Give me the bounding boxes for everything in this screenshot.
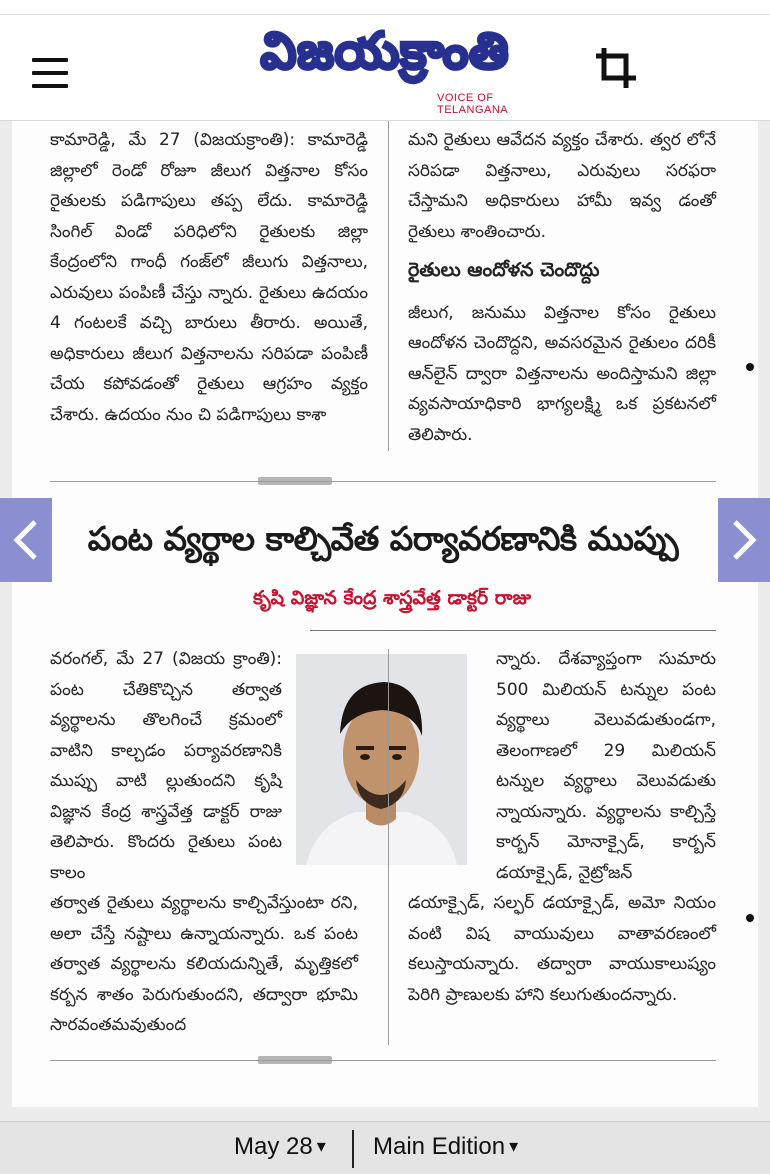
chevron-down-icon: ▾ bbox=[316, 1136, 326, 1156]
column-rule-2 bbox=[388, 649, 389, 1045]
crop-icon[interactable] bbox=[592, 44, 640, 92]
date-selector[interactable] bbox=[234, 1133, 326, 1161]
article1-column-right bbox=[408, 125, 716, 450]
article-separator bbox=[50, 481, 716, 482]
next-page-button[interactable] bbox=[718, 498, 770, 582]
article2-right-top-text: న్నారు. దేశవ్యాప్తంగా సుమారు 500 మిలియన్ టన్నుల పంట వ్యర్థాలు వెలువడుతుండగా, తెలంగాణలో 29 మిలియన్ టన్నుల వ్యర్థాలు వెలువడుతు న్నాయన్నారు. వ్యర్థాలను కాల్చిస్తే కార్బన్ మోనాక్సైడ్, కార్బన్ డయాక్సైడ్, నైట్రోజన్ bbox=[496, 649, 716, 883]
edition-bar bbox=[0, 1121, 770, 1174]
date-label: May 28 bbox=[234, 1133, 313, 1160]
doctor-raju-photo bbox=[296, 654, 467, 865]
article2-column-right-bottom bbox=[408, 888, 716, 1010]
article1-column-left bbox=[50, 125, 368, 430]
logo-text: విజయక్రాంతి bbox=[260, 22, 510, 80]
chevron-left-icon bbox=[11, 518, 41, 562]
newspaper-logo bbox=[205, 22, 565, 116]
article-separator-2 bbox=[50, 1060, 716, 1061]
edition-selector[interactable] bbox=[373, 1133, 518, 1161]
scroll-dot bbox=[746, 914, 754, 922]
app-header bbox=[0, 0, 770, 121]
epaper-page[interactable] bbox=[12, 121, 758, 1107]
logo-tagline: VOICE OF TELANGANA bbox=[437, 92, 509, 116]
chevron-down-icon: ▾ bbox=[509, 1136, 519, 1156]
article2-column-left-top bbox=[50, 644, 282, 888]
article1-left-text: కామారెడ్డి, మే 27 (విజయక్రాంతి): కామారెడ్డి జిల్లాలో రెండో రోజూ జీలుగ విత్తనాల కోసం రైతులకు పడిగాపులు తప్ప లేదు. కామారెడ్డి సింగిల్ విండో పరిధిలోని రైతులకు జిల్లా కేంద్రంలోని గాంధీ గంజ్‌లో జీలుగు విత్తనాలు, ఎరువులు పంపిణీ చేస్తు న్నారు. రైతులు ఉదయం 4 గంటలకే వచ్చి బారులు తీరారు. అయితే, అధికారులు జీలుగ విత్తనాలను సరిపడా పంపిణీ చేయ కపోవడంతో రైతులు ఆగ్రహం వ్యక్తం చేశారు. ఉదయం నుం చి పడిగాపులు కాశా bbox=[50, 130, 368, 425]
subheadline-rule bbox=[310, 630, 716, 631]
article2-left-top-text: వరంగల్, మే 27 (విజయ క్రాంతి): పంట చేతికొచ్చిన తర్వాత వ్యర్థాలను తొలగించే క్రమంలో వాటిని కాల్చడం పర్యావరణానికి ముప్పు వాటి ల్లుతుందని కృషి విజ్ఞాన కేంద్ర శాస్త్రవేత్త డాక్టర్ రాజు తెలిపారు. కొందరు రైతులు పంట కాలం bbox=[50, 649, 282, 883]
chevron-right-icon bbox=[729, 518, 759, 562]
article1-right-text-2: జీలుగ, జనుము విత్తనాల కోసం రైతులు ఆందోళన చెందొద్దని, అవసరమైన రైతులం దరికీ ఆన్‌లైన్ ద్వారా విత్తనాలను అందిస్తామని జిల్లా వ్యవసాయాధికారి భాగ్యలక్ష్మి ఒక ప్రకటనలో తెలిపారు. bbox=[408, 302, 716, 445]
previous-page-button[interactable] bbox=[0, 498, 52, 582]
article1-right-text-1: మని రైతులు ఆవేదన వ్యక్తం చేశారు. త్వర లోనే సరిపడా విత్తనాలు, ఎరువులు సరఫరా చేస్తామని అధికారులు హామీ ఇవ్వ డంతో రైతులు శాంతించారు. bbox=[408, 130, 716, 242]
article2-column-right-top bbox=[496, 644, 716, 888]
article2-headline: పంట వ్యర్థాల కాల్చివేత పర్యావరణానికి ముప్పు bbox=[87, 519, 679, 558]
article2-subheadline: కృషి విజ్ఞాన కేంద్ర శాస్త్రవేత్త డాక్టర్ రాజు bbox=[253, 587, 531, 609]
article2-right-bottom-text: డయాక్సైడ్, సల్ఫర్ డయాక్సైడ్, అమో నియం వంటి విష వాయువులు వాతావరణంలో కలుస్తాయన్నారు. తద్వారా వాయుకాలుష్యం పెరిగి ప్రాణులకు హాని కలుగుతుందన్నారు. bbox=[408, 893, 716, 1005]
column-rule bbox=[388, 121, 389, 451]
hamburger-menu-icon[interactable] bbox=[32, 58, 68, 88]
edition-label: Main Edition bbox=[373, 1133, 506, 1160]
article1-subheading: రైతులు ఆందోళన చెందొద్దు bbox=[408, 259, 600, 281]
bar-divider bbox=[352, 1130, 354, 1168]
article2-left-bottom-text: తర్వాత రైతులు వ్యర్థాలను కాల్చివేస్తుంటా రని, అలా చేస్తే నష్టాలు ఉన్నాయన్నారు. ఒక పంట తర్వాత వ్యర్థాలను కలియదున్నితే, మృత్తికలో కర్బన శాతం పెరుగుతుందని, తద్వారా భూమి సారవంతమవుతుంద bbox=[50, 893, 358, 1035]
scroll-dot bbox=[746, 363, 754, 371]
header-top-line bbox=[0, 14, 770, 15]
article2-column-left-bottom bbox=[50, 888, 358, 1041]
